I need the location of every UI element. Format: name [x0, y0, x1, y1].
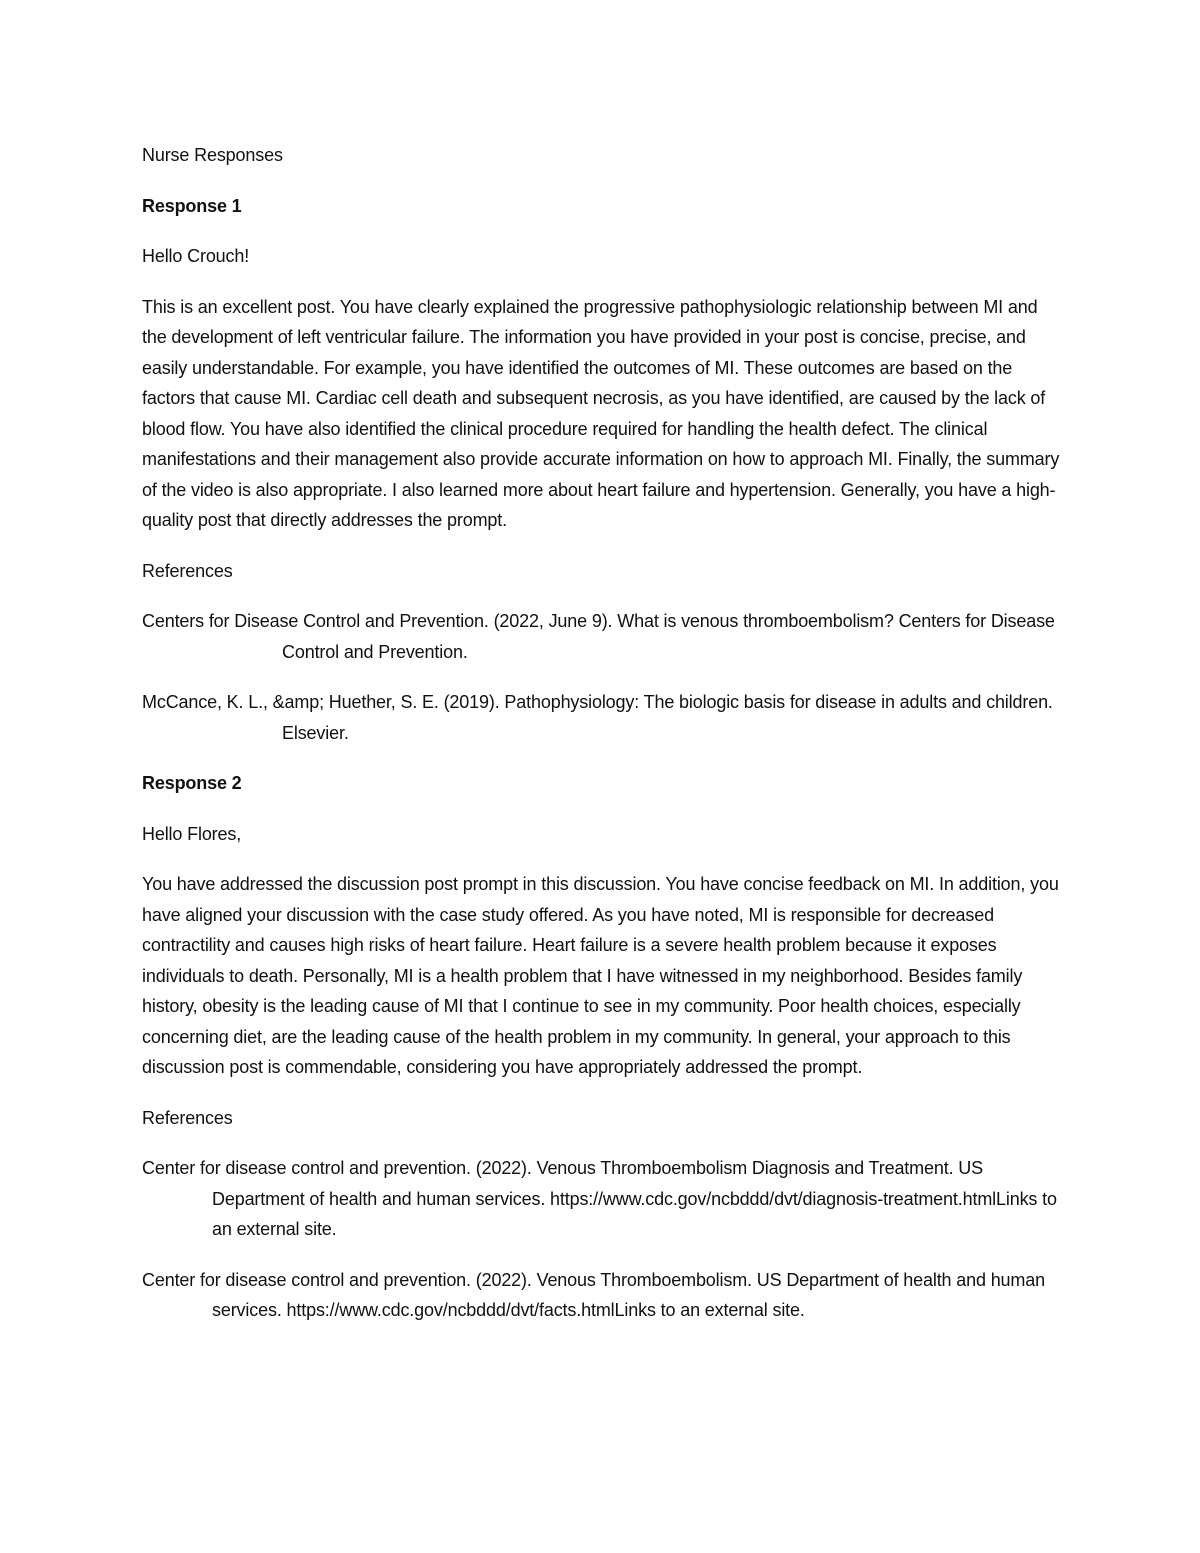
response-2-greeting: Hello Flores, [142, 823, 242, 844]
response-2-body: You have addressed the discussion post prompt in this discussion. You have concise feedback on MI. In addition, you have aligned your discussion with the case study offered. As you have noted, MI is responsible for decreased contractility and causes high risks of heart failure. Heart failure is a severe health problem because it exposes individuals to death. Personally, MI is a health problem that I have witnessed in my neighborhood. Besides family history, obesity is the leading cause of MI that I continue to see in my community. Poor health choices, especially concerning diet, are the leading cause of the health problem in my community. In general, your approach to this discussion post is commendable, considering you have appropriately addressed the prompt. [142, 874, 1059, 1077]
response-2-reference: Center for disease control and prevention. (2022). Venous Thromboembolism. US Department of health and human services. https://www.cdc.gov/ncbddd/dvt/facts.htmlLinks to an external site. [142, 1269, 1045, 1320]
response-1-body: This is an excellent post. You have clearly explained the progressive pathophysiologic relationship between MI and the development of left ventricular failure. The information you have provided in your post is concise, precise, and easily understandable. For example, you have identified the outcomes of MI. These outcomes are based on the factors that cause MI. Cardiac cell death and subsequent necrosis, as you have identified, are caused by the lack of blood flow. You have also identified the clinical procedure required for handling the health defect. The clinical manifestations and their management also provide accurate information on how to approach MI. Finally, the summary of the video is also appropriate. I also learned more about heart failure and hypertension. Generally, you have a high-quality post that directly addresses the prompt. [142, 296, 1060, 530]
response-2-reference: Center for disease control and prevention. (2022). Venous Thromboembolism Diagnosis and Treatment. US Department of health and human services. https://www.cdc.gov/ncbddd/dvt/diagnosis-treatment.htmlLinks to an external site. [142, 1158, 1057, 1239]
document-title: Nurse Responses [142, 145, 283, 165]
response-1-reference: Centers for Disease Control and Prevention. (2022, June 9). What is venous thromboembolism? Centers for Disease Control and Prevention. [142, 611, 1055, 662]
response-1-heading: Response 1 [142, 195, 242, 216]
response-2-references-heading: References [142, 1107, 233, 1128]
response-1-greeting: Hello Crouch! [142, 246, 250, 266]
response-1-reference: McCance, K. L., &amp; Huether, S. E. (2019). Pathophysiology: The biologic basis for disease in adults and children. Elsevier. [142, 692, 1053, 743]
response-1-references-heading: References [142, 560, 233, 581]
response-2-heading: Response 2 [142, 773, 242, 793]
document-page [142, 140, 1062, 1326]
